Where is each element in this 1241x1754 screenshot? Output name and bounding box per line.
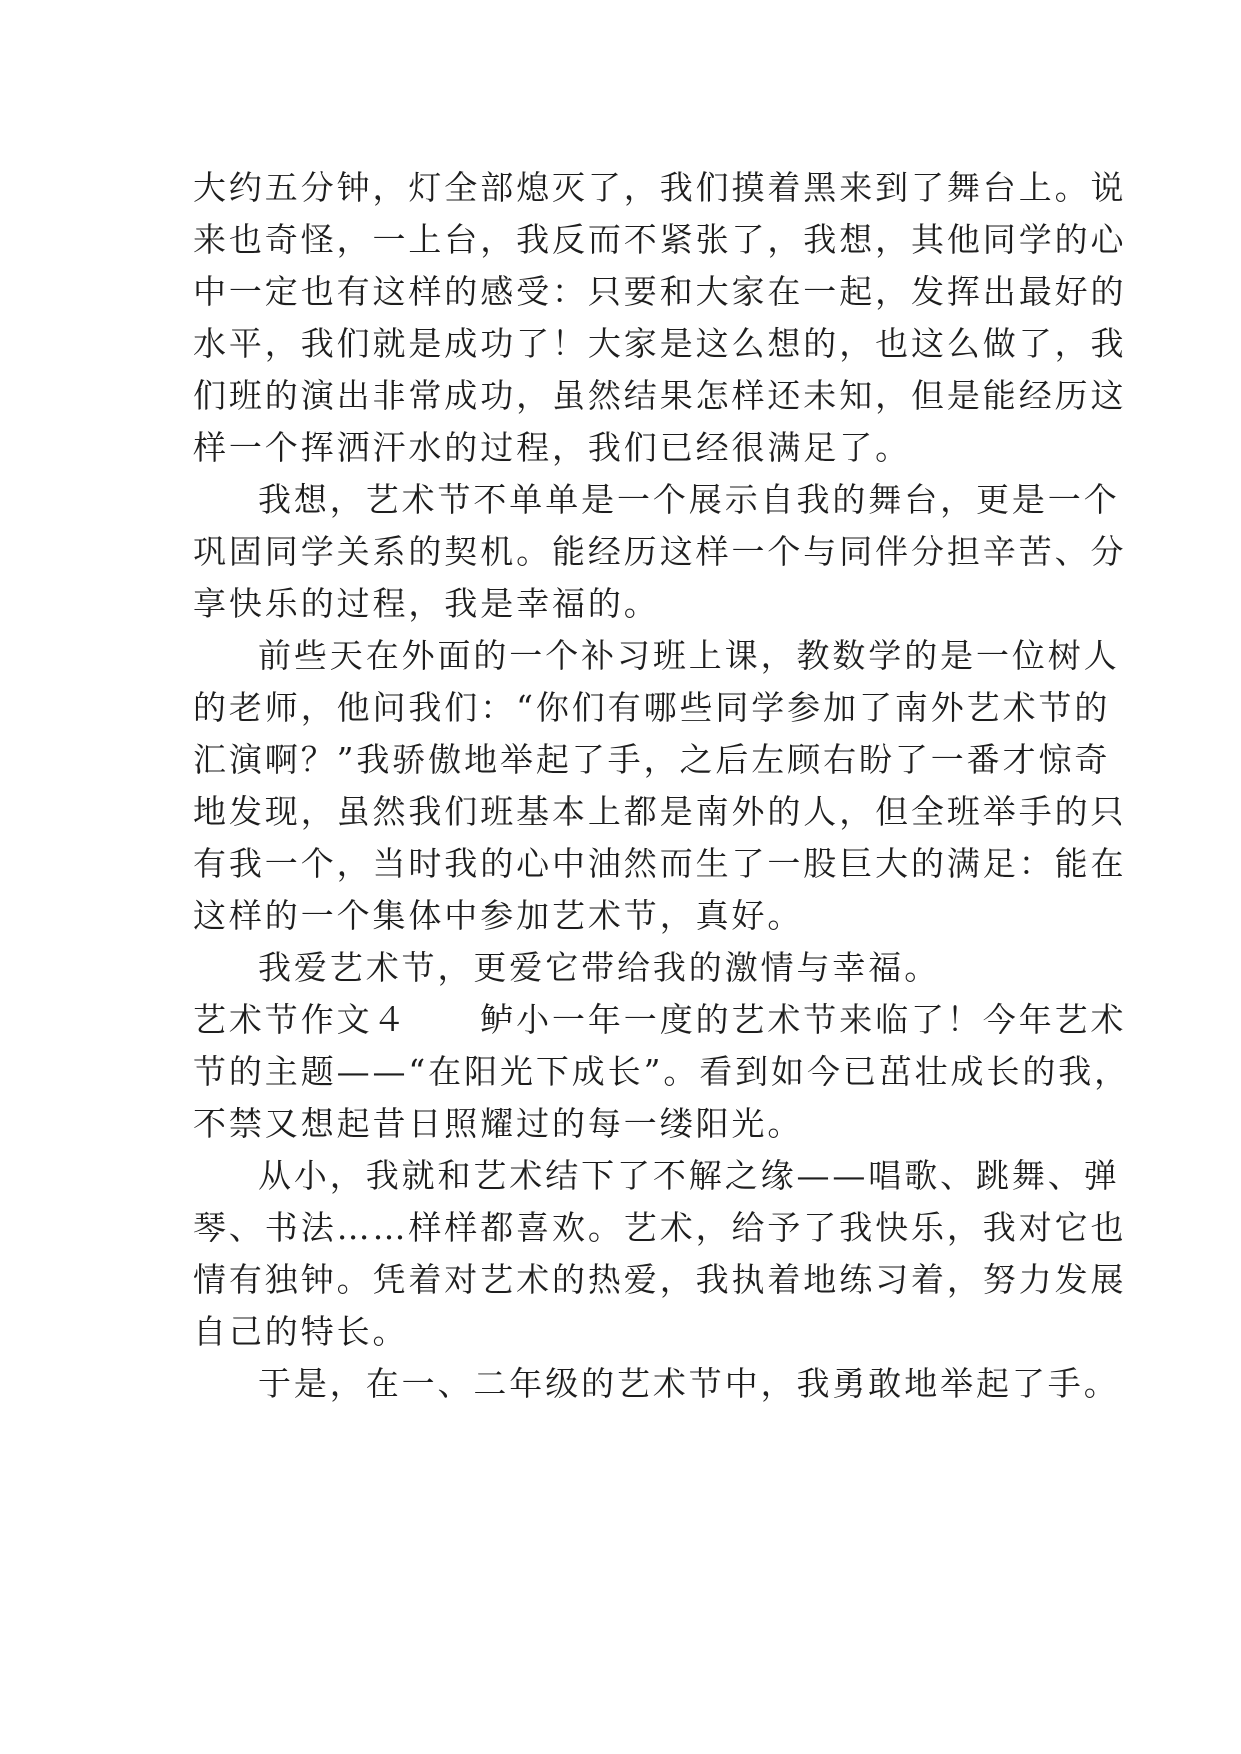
section-heading-line: 艺术节作文４ 鲈小一年一度的艺术节来临了！今年艺术 [193,1000,1127,1039]
paragraph-line: 情有独钟。凭着对艺术的热爱，我执着地练习着，努力发展 [193,1260,1127,1299]
paragraph-line: 琴、书法……样样都喜欢。艺术，给予了我快乐，我对它也 [193,1208,1127,1247]
paragraph-line: 不禁又想起昔日照耀过的每一缕阳光。 [193,1104,804,1143]
paragraph-line: 中一定也有这样的感受：只要和大家在一起，发挥出最好的 [193,272,1127,311]
paragraph-line: 汇演啊？”我骄傲地举起了手，之后左顾右盼了一番才惊奇 [193,740,1111,779]
paragraph-line: 于是，在一、二年级的艺术节中，我勇敢地举起了手。 [258,1364,1120,1403]
paragraph-line: 的老师，他问我们：“你们有哪些同学参加了南外艺术节的 [193,688,1111,727]
paragraph-line: 样一个挥洒汗水的过程，我们已经很满足了。 [193,428,911,467]
paragraph-line: 从小，我就和艺术结下了不解之缘——唱歌、跳舞、弹 [258,1156,1120,1195]
paragraph-line: 有我一个，当时我的心中油然而生了一股巨大的满足：能在 [193,844,1127,883]
paragraph-line: 享快乐的过程，我是幸福的。 [193,584,660,623]
paragraph-line: 节的主题——“在阳光下成长”。看到如今已茁壮成长的我， [193,1052,1131,1091]
paragraph-line: 们班的演出非常成功，虽然结果怎样还未知，但是能经历这 [193,376,1127,415]
paragraph-line: 来也奇怪，一上台，我反而不紧张了，我想，其他同学的心 [193,220,1127,259]
paragraph-line: 自己的特长。 [193,1312,409,1351]
paragraph-line: 我想，艺术节不单单是一个展示自我的舞台，更是一个 [258,480,1120,519]
paragraph-line: 巩固同学关系的契机。能经历这样一个与同伴分担辛苦、分 [193,532,1127,571]
paragraph-line: 大约五分钟，灯全部熄灭了，我们摸着黑来到了舞台上。说 [193,168,1127,207]
paragraph-line: 水平，我们就是成功了！大家是这么想的，也这么做了，我 [193,324,1127,363]
paragraph-line: 我爱艺术节，更爱它带给我的激情与幸福。 [258,948,941,987]
paragraph-line: 地发现，虽然我们班基本上都是南外的人，但全班举手的只 [193,792,1127,831]
paragraph-line: 这样的一个集体中参加艺术节，真好。 [193,896,804,935]
paragraph-line: 前些天在外面的一个补习班上课，教数学的是一位树人 [258,636,1120,675]
